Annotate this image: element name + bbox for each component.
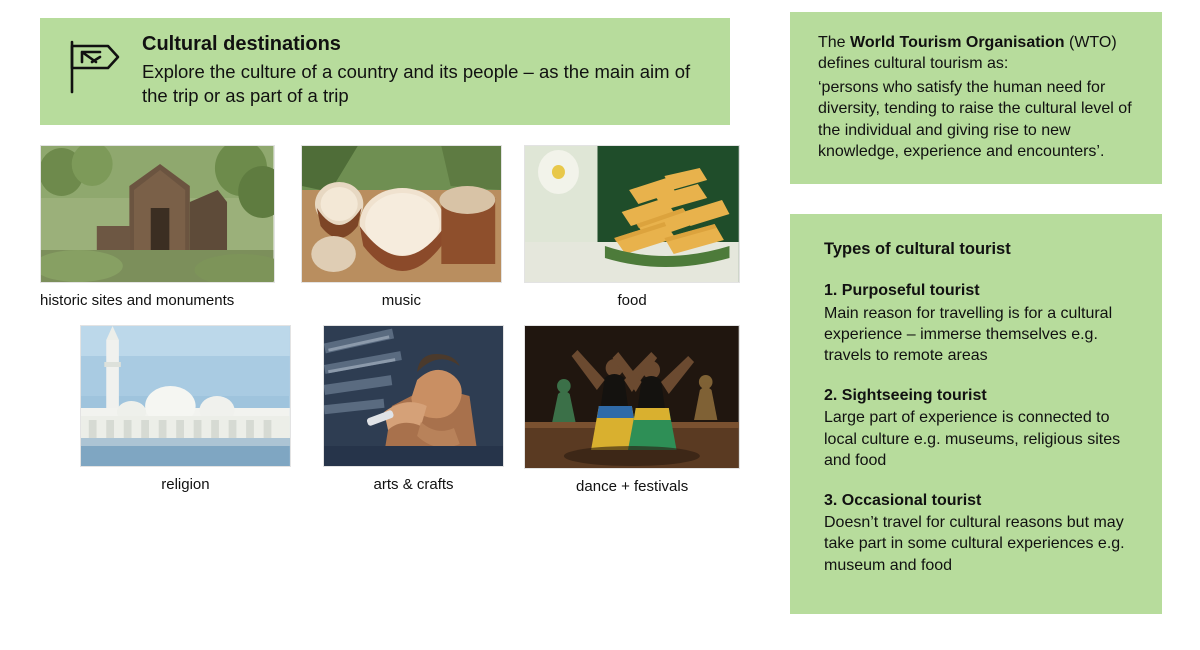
wto-line-start: The <box>818 34 851 51</box>
tourist-type-1 <box>824 280 1138 367</box>
gallery-caption: arts & crafts <box>373 475 454 493</box>
left-column <box>40 18 740 495</box>
gallery-item-food <box>524 145 740 309</box>
tourist-type-heading: 3. Occasional tourist <box>824 491 982 509</box>
temple-ruins-photo <box>40 145 275 283</box>
wto-definition-panel <box>790 12 1162 184</box>
gallery-caption: historic sites and monuments <box>40 291 235 309</box>
header-banner <box>40 18 730 125</box>
page-title: Cultural destinations <box>142 33 341 55</box>
gallery-item-dance-festivals <box>524 325 740 495</box>
gallery-item-music <box>301 145 503 309</box>
page-subtitle: Explore the culture of a country and its people – as the main aim of the trip or as part of a trip <box>142 61 691 107</box>
gallery-caption: religion <box>161 475 210 493</box>
wto-org-name: World Tourism Organisation <box>850 34 1065 51</box>
right-column <box>790 12 1162 614</box>
drums-photo <box>301 145 503 283</box>
wto-quote: ‘persons who satisfy the human need for diversity, tending to raise the cultural level of the individual and giving rise to new knowledge, experience and encounters’. <box>818 78 1132 161</box>
tourist-type-3 <box>824 490 1138 577</box>
food-platter-photo <box>524 145 740 283</box>
gallery-caption: music <box>381 291 421 309</box>
tourist-type-body: Doesn’t travel for cultural reasons but may take part in some cultural experiences e.g. museum and food <box>824 514 1125 574</box>
types-of-cultural-tourist-panel <box>790 214 1162 614</box>
tourist-type-2 <box>824 385 1138 472</box>
gallery-caption: dance + festivals <box>576 477 689 495</box>
dancers-photo <box>524 325 740 469</box>
gallery-item-religion <box>80 325 291 495</box>
tourist-type-body: Large part of experience is connected to local culture e.g. museums, religious sites and food <box>824 409 1121 470</box>
signpost-icon <box>62 32 136 99</box>
header-text-block <box>136 32 712 109</box>
gallery-caption: food <box>617 291 647 309</box>
tourist-type-body: Main reason for travelling is for a cultural experience – immerse themselves e.g. travels to remote areas <box>824 304 1113 365</box>
gallery-item-historic-sites <box>40 145 275 309</box>
types-panel-title: Types of cultural tourist <box>824 240 1011 258</box>
tourist-type-heading: 1. Purposeful tourist <box>824 282 980 300</box>
wood-carving-photo <box>323 325 504 467</box>
gallery-row-2 <box>40 325 740 495</box>
gallery-row-1 <box>40 145 740 309</box>
tourist-type-heading: 2. Sightseeing tourist <box>824 386 987 404</box>
mosque-photo <box>80 325 291 467</box>
wto-line-after: (WTO) defines cultural tourism as: <box>818 34 1117 73</box>
gallery-item-arts-crafts <box>323 325 504 495</box>
image-gallery <box>40 145 740 495</box>
